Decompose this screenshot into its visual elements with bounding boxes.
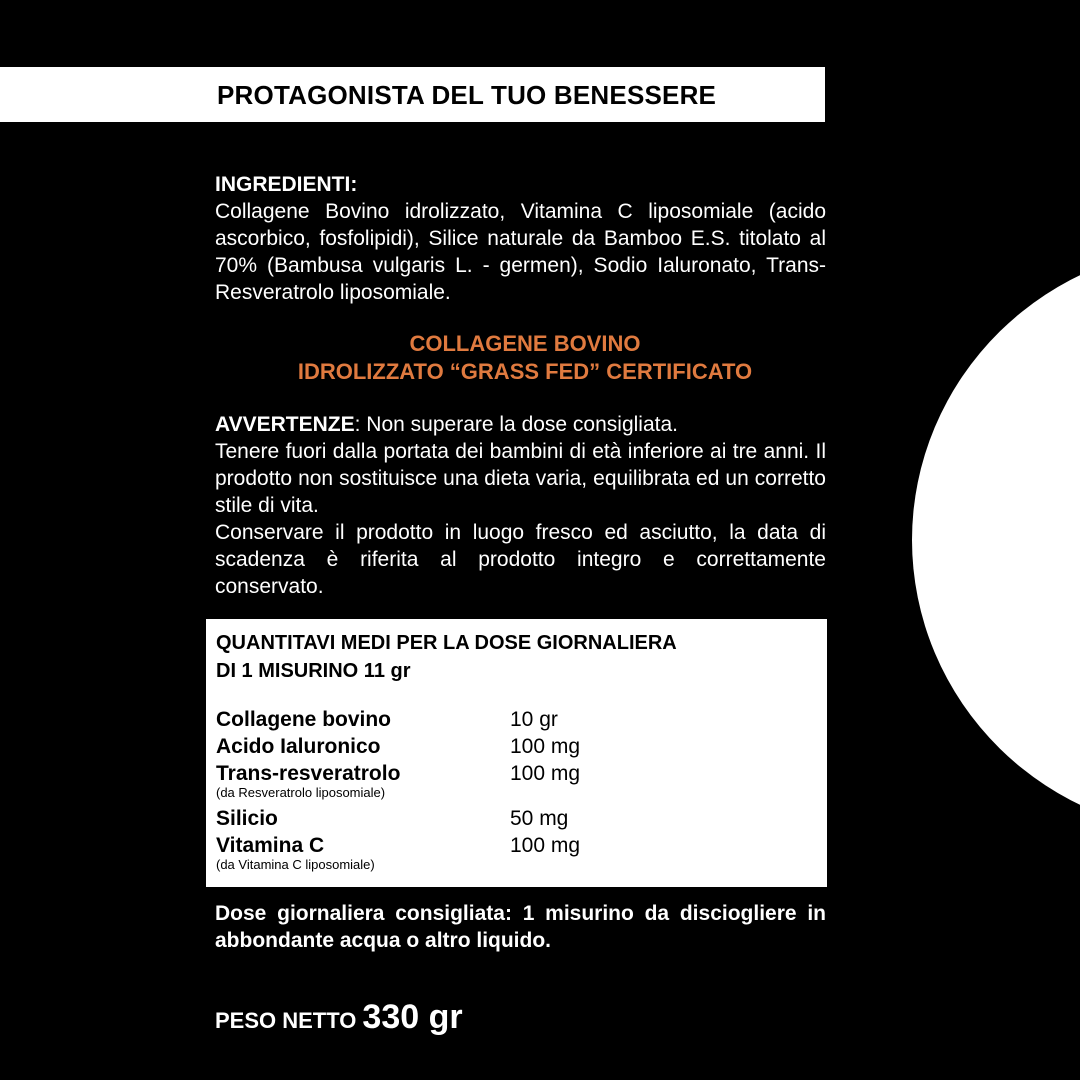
- warnings-paragraph-2: Tenere fuori dalla portata dei bambini di età inferiore ai tre anni. Il prodotto non sostituisce una dieta varia, equilibrata ed un corretto stile di vita.: [215, 440, 826, 517]
- warnings-section: [215, 411, 826, 600]
- nutrient-value: 100 mg: [510, 762, 581, 785]
- nutrition-panel: [206, 619, 827, 887]
- decorative-circle: [912, 245, 1080, 835]
- highlight-line-2: IDROLIZZATO “GRASS FED” CERTIFICATO: [297, 359, 753, 384]
- nutrient-name: Collagene bovino: [216, 708, 392, 731]
- ingredients-section: [215, 171, 826, 306]
- nutrition-row: [216, 735, 806, 759]
- nutrient-name: Silicio: [216, 807, 278, 830]
- nutrition-row: [216, 807, 806, 831]
- net-weight: [215, 998, 463, 1037]
- daily-dose-text: Dose giornaliera consigliata: 1 misurino da disciogliere in abbondante acqua o altro liquido.: [215, 902, 826, 952]
- net-weight-label: PESO NETTO: [215, 1008, 357, 1033]
- warnings-first-line: : Non superare la dose consigliata.: [354, 413, 678, 436]
- nutrient-value: 100 mg: [510, 834, 581, 857]
- nutrition-heading-line-2: DI 1 MISURINO 11 gr: [216, 660, 411, 682]
- nutrition-row: [216, 762, 806, 800]
- nutrient-name: Vitamina C: [216, 834, 325, 857]
- nutrient-value: 50 mg: [510, 807, 569, 830]
- warnings-intro: [215, 411, 826, 438]
- title-banner: [0, 67, 825, 122]
- highlight-line-1: COLLAGENE BOVINO: [409, 331, 641, 356]
- nutrient-name: Acido Ialuronico: [216, 735, 381, 758]
- ingredients-text: Collagene Bovino idrolizzato, Vitamina C liposomiale (acido ascorbico, fosfolipidi), Silice naturale da Bamboo E.S. titolato al 70% (Bambusa vulgaris L. - germen), Sodio Ialuronato, Trans-Resveratrolo liposomiale.: [215, 200, 826, 304]
- collagen-highlight: [215, 330, 835, 386]
- page-title: PROTAGONISTA DEL TUO BENESSERE: [217, 80, 717, 110]
- nutrient-name: Trans-resveratrolo: [216, 762, 401, 785]
- net-weight-value: 330 gr: [362, 998, 463, 1036]
- nutrition-row: [216, 834, 806, 872]
- nutrient-source-note: (da Resveratrolo liposomiale): [216, 785, 386, 800]
- nutrition-row: [216, 708, 806, 732]
- nutrient-source-note: (da Vitamina C liposomiale): [216, 857, 375, 872]
- ingredients-heading: INGREDIENTI:: [215, 173, 358, 196]
- warnings-paragraph-3: Conservare il prodotto in luogo fresco ed asciutto, la data di scadenza è riferita al prodotto integro e correttamente conservato.: [215, 521, 826, 598]
- nutrient-value: 100 mg: [510, 735, 581, 758]
- nutrition-heading: [216, 629, 677, 685]
- warnings-label: AVVERTENZE: [215, 413, 355, 436]
- nutrient-value: 10 gr: [510, 708, 558, 731]
- nutrition-heading-line-1: QUANTITAVI MEDI PER LA DOSE GIORNALIERA: [216, 632, 677, 654]
